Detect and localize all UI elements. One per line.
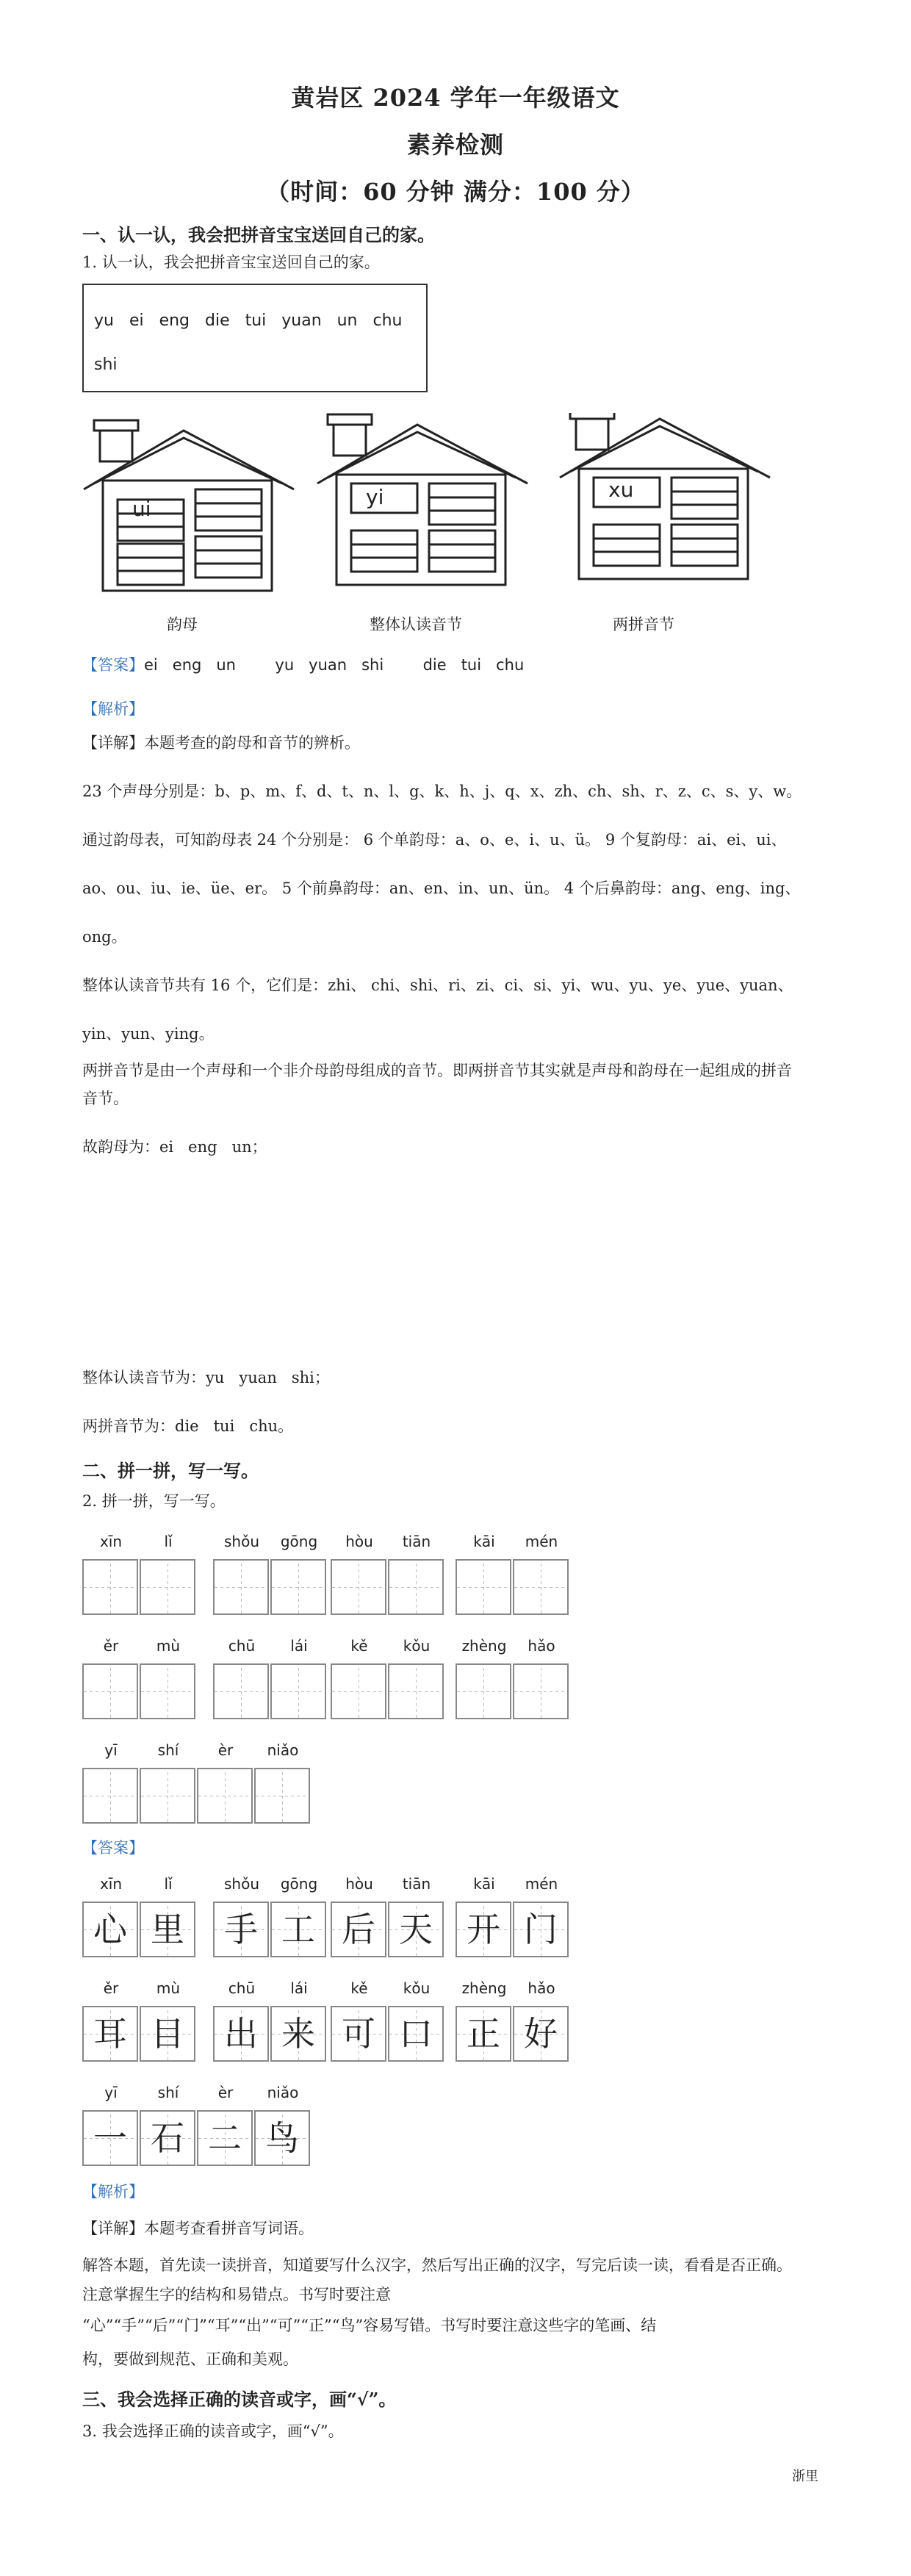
explain-line: 构，要做到规范、正确和美观。	[82, 2350, 298, 2368]
answer-char-cell	[82, 1902, 138, 1957]
answer-char-cell	[331, 1902, 386, 1957]
pinyin-label: ěr	[103, 1979, 119, 1997]
explain-line: 音节。	[82, 1090, 129, 1107]
pinyin-label: niǎo	[267, 2084, 299, 2101]
analysis-tag-2: 【解析】	[82, 2183, 144, 2201]
pinyin-label: yī	[104, 2084, 118, 2101]
pinyin-label: zhèng	[461, 1979, 507, 1997]
writing-cell[interactable]	[82, 1768, 138, 1824]
section3-heading: 三、我会选择正确的读音或字，画“√”。	[82, 2389, 397, 2410]
explain-line: 两拼音节是由一个声母和一个非介母韵母组成的音节。即两拼音节其实就是声母和韵母在一起组成的拼音	[82, 1062, 792, 1079]
pinyin-label: kǒu	[403, 1637, 431, 1655]
house1-label: 韵母	[167, 616, 198, 633]
answer-char-cell	[140, 2110, 195, 2166]
answer-char: 里	[151, 1910, 184, 1949]
pinyin-label: xīn	[99, 1875, 123, 1893]
writing-cell[interactable]	[82, 1663, 138, 1719]
section2-heading: 二、拼一拼，写一写。	[82, 1460, 259, 1481]
answer-char: 石	[151, 2118, 184, 2158]
pinyin-label: lái	[290, 1979, 308, 1997]
pinyin-box	[82, 284, 428, 392]
explain-line: 整体认读音节共有 16 个，它们是：zhi、 chi、shi、ri、zi、ci、si、yi、wu、yu、ye、yue、yuan、	[82, 976, 793, 994]
answer-char-cell	[270, 2006, 326, 2062]
explain-line: ong。	[82, 928, 127, 946]
q3-text: 3. 我会选择正确的读音或字，画“√”。	[82, 2422, 344, 2440]
detail-tag: 【详解】	[82, 2220, 144, 2237]
answer-char: 门	[524, 1910, 558, 1949]
writing-cell[interactable]	[270, 1559, 326, 1615]
answer-text: ei eng un yu yuan shi die tui chu	[144, 656, 525, 674]
answer-char: 心	[93, 1910, 127, 1949]
writing-cell[interactable]	[388, 1663, 444, 1719]
writing-cell[interactable]	[82, 1559, 138, 1615]
pinyin-label: zhèng	[461, 1637, 507, 1655]
pinyin-label: chū	[228, 1637, 256, 1655]
analysis-tag-1: 【解析】	[82, 700, 144, 718]
pinyin-label: tiān	[402, 1533, 431, 1550]
answer-char-cell	[254, 2110, 310, 2166]
answer-char: 正	[467, 2014, 500, 2054]
detail-text: 本题考查看拼音写词语。	[144, 2220, 314, 2237]
pinyin-label: lǐ	[164, 1875, 173, 1893]
answer-char-cell	[213, 2006, 269, 2062]
answer-char: 目	[151, 2014, 184, 2054]
house-2	[317, 414, 527, 585]
pinyin-row2: shi	[94, 356, 118, 374]
explain-line: 整体认读音节为：yu yuan shi；	[82, 1369, 330, 1386]
answer-char: 天	[399, 1910, 433, 1949]
answer-char: 手	[224, 1910, 258, 1949]
pinyin-label: kāi	[473, 1875, 495, 1893]
answer-char-cell	[140, 1902, 195, 1957]
answer-char-cell	[82, 2006, 138, 2062]
pinyin-label: lǐ	[164, 1533, 173, 1550]
writing-cell[interactable]	[140, 1663, 195, 1719]
explain-line: 故韵母为：ei eng un；	[82, 1138, 267, 1156]
writing-cell[interactable]	[140, 1768, 195, 1824]
pinyin-label: tiān	[402, 1875, 431, 1893]
pinyin-label: hǎo	[527, 1637, 555, 1655]
answer-char-cell	[140, 2006, 195, 2062]
writing-cell[interactable]	[388, 1559, 444, 1615]
explain-line: 注意掌握生字的结构和易错点。书写时要注意	[82, 2286, 391, 2303]
answer-char-cell	[213, 1902, 269, 1957]
answer-line-1	[82, 654, 524, 676]
writing-cell[interactable]	[513, 1663, 569, 1719]
page-subtitle: 素养检测	[406, 131, 504, 159]
pinyin-label: shí	[157, 2084, 179, 2101]
pinyin-label: niǎo	[267, 1741, 299, 1759]
answer-char-cell	[270, 1902, 326, 1957]
pinyin-label: shǒu	[223, 1875, 259, 1893]
explain-line: 解答本题，首先读一读拼音，知道要写什么汉字，然后写出正确的汉字，写完后读一读，看看是否正确。	[82, 2256, 792, 2274]
answer-char: 好	[524, 2014, 558, 2054]
writing-cell[interactable]	[455, 1663, 511, 1719]
answer-char-cell	[513, 2006, 569, 2062]
pinyin-label: èr	[217, 2084, 234, 2101]
answer-char: 后	[342, 1910, 375, 1949]
answer-char-cell	[388, 2006, 444, 2062]
pinyin-label: shǒu	[223, 1533, 259, 1550]
pinyin-label: xīn	[99, 1533, 123, 1550]
writing-cell[interactable]	[455, 1559, 511, 1615]
house2-label: 整体认读音节	[370, 616, 462, 633]
explain-line: 两拼音节为：die tui chu。	[82, 1417, 294, 1435]
detail-line-2	[82, 2217, 314, 2239]
pinyin-label: kě	[350, 1637, 368, 1655]
house-3	[560, 413, 770, 579]
answer-char-cell	[513, 1902, 569, 1957]
writing-cell[interactable]	[513, 1559, 569, 1615]
answer-char-cell	[197, 2110, 253, 2166]
pinyin-label: lái	[290, 1637, 308, 1655]
writing-cell[interactable]	[197, 1768, 253, 1824]
answer-char: 工	[281, 1910, 315, 1949]
writing-cell[interactable]	[213, 1663, 269, 1719]
house2-roof-pinyin: yi	[366, 485, 384, 509]
page-title: 黄岩区 2024 学年一年级语文	[291, 84, 620, 112]
pinyin-label: hǎo	[527, 1979, 555, 1997]
answer-char-cell	[82, 2110, 138, 2166]
pinyin-label: mù	[156, 1979, 181, 1997]
house1-roof-pinyin: ui	[132, 497, 151, 521]
pinyin-label: hòu	[345, 1875, 373, 1893]
q1-text: 1. 认一认，我会把拼音宝宝送回自己的家。	[82, 253, 380, 271]
section1-heading: 一、认一认，我会把拼音宝宝送回自己的家。	[82, 224, 435, 245]
explain-line: “心”“手”“后”“门”“耳”“出”“可”“正”“鸟”容易写错。书写时要注意这些字的笔画、结	[82, 2317, 657, 2334]
pinyin-label: èr	[217, 1741, 234, 1759]
answer-char-cell	[388, 1902, 444, 1957]
answer-tag-2: 【答案】	[82, 1839, 144, 1857]
writing-cell[interactable]	[331, 1663, 386, 1719]
house3-label: 两拼音节	[613, 616, 674, 633]
detail-tag: 【详解】	[82, 734, 144, 752]
pinyin-row1: yu ei eng die tui yuan un chu	[94, 312, 403, 330]
house3-roof-pinyin: xu	[608, 478, 634, 502]
explain-line: 23 个声母分别是：b、p、m、f、d、t、n、l、g、k、h、j、q、x、zh、ch、sh、r、z、c、s、y、w。	[82, 782, 802, 800]
writing-cell[interactable]	[213, 1559, 269, 1615]
answer-char: 开	[467, 1910, 500, 1949]
footer-text: 浙里	[792, 2469, 818, 2484]
pinyin-label: kǒu	[403, 1979, 431, 1997]
house-1	[84, 420, 294, 591]
detail-text: 本题考查的韵母和音节的辨析。	[144, 734, 360, 752]
answer-char-cell	[331, 2006, 386, 2062]
answer-char: 出	[224, 2014, 258, 2054]
pinyin-label: chū	[228, 1979, 256, 1997]
writing-cell[interactable]	[270, 1663, 326, 1719]
explain-line: 通过韵母表，可知韵母表 24 个分别是： 6 个单韵母：a、o、e、i、u、ü。 9 个复韵母：ai、ei、ui、	[82, 831, 787, 849]
explain-line: ao、ou、iu、ie、üe、er。 5 个前鼻韵母：an、en、in、un、ün。 4 个后鼻韵母：ang、eng、ing、	[82, 879, 801, 897]
pinyin-label: yī	[104, 1741, 118, 1759]
pinyin-label: mén	[525, 1875, 558, 1893]
answer-char-cell	[455, 1902, 511, 1957]
answer-tag: 【答案】	[82, 656, 144, 674]
pinyin-label: kě	[350, 1979, 368, 1997]
time-score-line: （时间：60 分钟 满分：100 分）	[266, 178, 645, 206]
pinyin-label: ěr	[103, 1637, 119, 1655]
pinyin-label: hòu	[345, 1533, 373, 1550]
answer-char: 耳	[93, 2014, 127, 2054]
writing-cell[interactable]	[331, 1559, 386, 1615]
q2-text: 2. 拼一拼，写一写。	[82, 1492, 226, 1510]
pinyin-label: mén	[525, 1533, 558, 1550]
writing-cell[interactable]	[140, 1559, 195, 1615]
answer-char: 鸟	[265, 2118, 299, 2158]
writing-cell[interactable]	[254, 1768, 310, 1824]
answer-char: 来	[281, 2014, 315, 2054]
pinyin-label: gōng	[280, 1533, 318, 1550]
pinyin-label: kāi	[473, 1533, 495, 1550]
houses-illustration	[82, 413, 817, 597]
pinyin-label: gōng	[280, 1875, 318, 1893]
answer-char: 口	[399, 2014, 433, 2054]
answer-char: 二	[208, 2118, 242, 2158]
answer-char: 一	[93, 2118, 127, 2158]
detail-line-1	[82, 732, 360, 754]
pinyin-label: mù	[156, 1637, 181, 1655]
answer-char: 可	[342, 2014, 375, 2054]
explain-line: yin、yun、ying。	[82, 1025, 215, 1043]
pinyin-label: shí	[157, 1741, 179, 1759]
answer-char-cell	[455, 2006, 511, 2062]
